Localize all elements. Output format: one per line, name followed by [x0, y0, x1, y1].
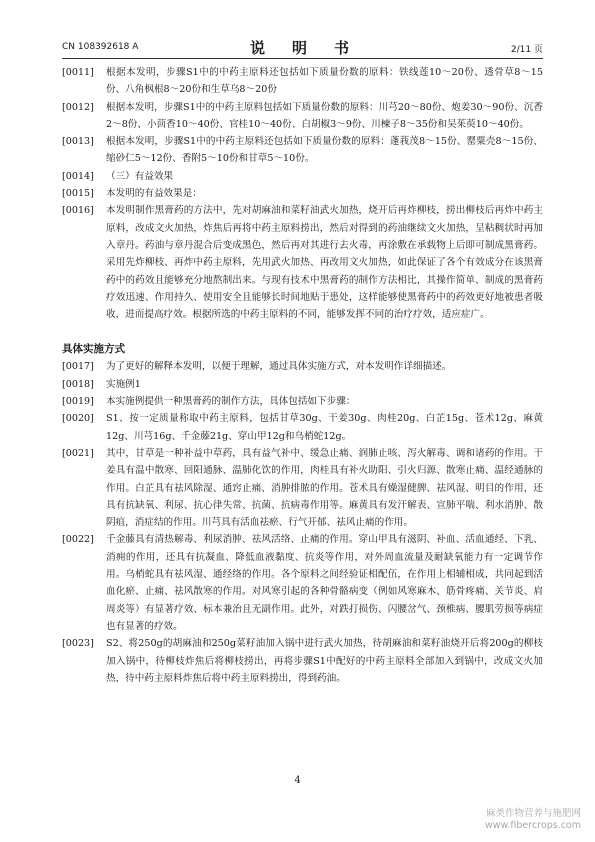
paragraph-number: [0014] [62, 170, 94, 182]
paragraph-number: [0020] [62, 413, 94, 425]
paragraph [62, 410, 543, 445]
paragraph-number: [0013] [62, 136, 94, 148]
document-body [62, 64, 543, 687]
paragraph [62, 376, 543, 393]
paragraph [62, 635, 543, 687]
paragraph-text: S1、按一定质量称取中药主原料，包括甘草30g、干姜30g、肉桂20g、白芷15g、苍术12g、麻黄12g、川芎16g、千金藤21g、穿山甲12g和乌梢蛇12g。 [106, 413, 543, 442]
paragraph-text: 本发明的有益效果是： [106, 188, 202, 200]
paragraph-list [62, 64, 543, 323]
paragraph-number: [0021] [62, 447, 94, 459]
paragraph-text: 为了更好的解释本发明，以便于理解，通过具体实施方式，对本发明作详细描述。 [106, 361, 452, 373]
paragraph-text: 千金藤具有清热解毒、利尿消肿、祛风活络、止痛的作用。穿山甲具有滋阴、补血、活血通经、下乳、消痈的作用，还具有抗凝血、降低血液黏度、抗炎等作用，对外周血流量及耐缺氧能力有一定调节作用。乌梢蛇具有祛风湿、通经络的作用。各个原料之间经验证相配伍，在作用上相辅相成，共同起到活血化瘀、止痛、祛风散寒的作用。对风寒引起的各种骨骼病变（例如风寒麻木、筋骨疼痛、关节炎、肩周炎等）有显著疗效、标本兼治且无副作用。此外，对跌打损伤、闪腰岔气、颈椎病、腰肌劳损等病症也有显著的疗效。 [106, 534, 543, 632]
watermark [485, 808, 581, 832]
paragraph [62, 99, 543, 134]
watermark-site-name: 麻类作物营养与施肥网 [485, 808, 581, 819]
patent-number: CN 108392618 A [62, 42, 139, 52]
paragraph [62, 185, 543, 202]
paragraph-list [62, 358, 543, 687]
paragraph-number: [0023] [62, 638, 94, 650]
paragraph-number: [0011] [62, 67, 94, 78]
paragraph-text: 本发明制作黑膏药的方法中，先对胡麻油和菜籽油武火加热，烧开后再炸柳枝，捞出柳枝后再炸中药主原料，改成文火加热，炸焦后再将中药主原料捞出，然后对得到的药油继续文火加热，呈粘稠状时再加入章丹。药油与章丹混合后变成黑色，然后再对其进行去火毒，再涂敷在承载物上后即可制成黑膏药。采用先炸柳枝、再炸中药主原料，先用武火加热、再改用文火加热，如此保证了各个有效成分在该黑膏药中的药效且能够充分地熬制出来。与现有技术中黑膏药的制作方法相比，其操作简单、制成的黑膏药疗效迅速、作用持久、使用安全且能够长时间地贴于患处，这样能够使黑膏药中的药效更好地被患者吸收，进而提高疗效。根据所选的中药主原料的不同，能够发挥不同的治疗疗效，适应症广。 [106, 205, 543, 321]
paragraph [62, 393, 543, 410]
paragraph-text: 本实施例提供一种黑膏药的制作方法，具体包括如下步骤： [106, 396, 356, 408]
paragraph-number: [0012] [62, 101, 94, 113]
paragraph-number: [0019] [62, 396, 94, 408]
paragraph [62, 531, 543, 635]
paragraph [62, 64, 543, 99]
paragraph [62, 358, 543, 375]
paragraph-text: （三）有益效果 [106, 170, 174, 182]
paragraph [62, 133, 543, 168]
paragraph-number: [0015] [62, 188, 94, 200]
watermark-url: www.fibercrops.com [484, 820, 581, 831]
page-header [62, 36, 543, 59]
paragraph [62, 445, 543, 531]
paragraph-text: 根据本发明，步骤S1中的中药主原料包括如下质量份数的原料：川芎20～80份、炮姜30～90份、沉香2～8份、小茴香10～40份、官桂10～40份、白胡椒3～9份、川楝子8～35份和吴茱萸10～40份。 [106, 101, 543, 130]
paragraph-number: [0016] [62, 205, 94, 217]
paragraph-text: 根据本发明，步骤S1中的中药主原料还包括如下质量份数的原料：铁线莲10～20份、透骨草8～15份、八角枫根8～20份和生草乌8～20份 [106, 67, 543, 96]
section-heading: 具体实施方式 [62, 343, 125, 356]
page-count: 2/11 页 [510, 45, 543, 55]
paragraph-text: 实施例1 [106, 378, 141, 390]
paragraph [62, 202, 543, 323]
document-title: 说 明 书 [249, 39, 355, 57]
paragraph-text: 其中，甘草是一种补益中草药，具有益气补中、缓急止痛、润肺止咳、泻火解毒、调和诸药的作用。干姜具有温中散寒、回阳通脉、温肺化饮的作用，肉桂具有补火助阳、引火归源、散寒止痛、温经通脉的作用。白芷具有祛风除湿、通窍止痛、消肿排脓的作用。苍术具有燥湿健脾、祛风湿、明目的作用，还具有抗缺氧、利尿、抗心律失常、抗菌、抗病毒作用等。麻黄具有发汗解表、宣肺平喘、利水消肿、散阴疽，消症结的作用。川芎具有活血祛瘀、行气开郁、祛风止痛的作用。 [106, 447, 543, 529]
page-number: 4 [294, 775, 301, 786]
paragraph-number: [0018] [62, 378, 94, 390]
paragraph-number: [0017] [62, 361, 94, 373]
paragraph-text: 根据本发明，步骤S1中的中药主原料还包括如下质量份数的原料：蓬莪茂8～15份、罂粟壳8～15份、缩砂仁5～12份、香附5～10份和甘草5～10份。 [106, 136, 543, 165]
paragraph [62, 168, 543, 185]
paragraph-text: S2、将250g的胡麻油和250g菜籽油加入锅中进行武火加热，待胡麻油和菜籽油烧开后将200g的柳枝加入锅中，待柳枝炸焦后将柳枝捞出，再将步骤S1中配好的中药主原料全部加入到锅中，改成文火加热，待中药主原料炸焦后将中药主原料捞出，得到药油。 [106, 638, 543, 684]
paragraph-number: [0022] [62, 534, 94, 546]
